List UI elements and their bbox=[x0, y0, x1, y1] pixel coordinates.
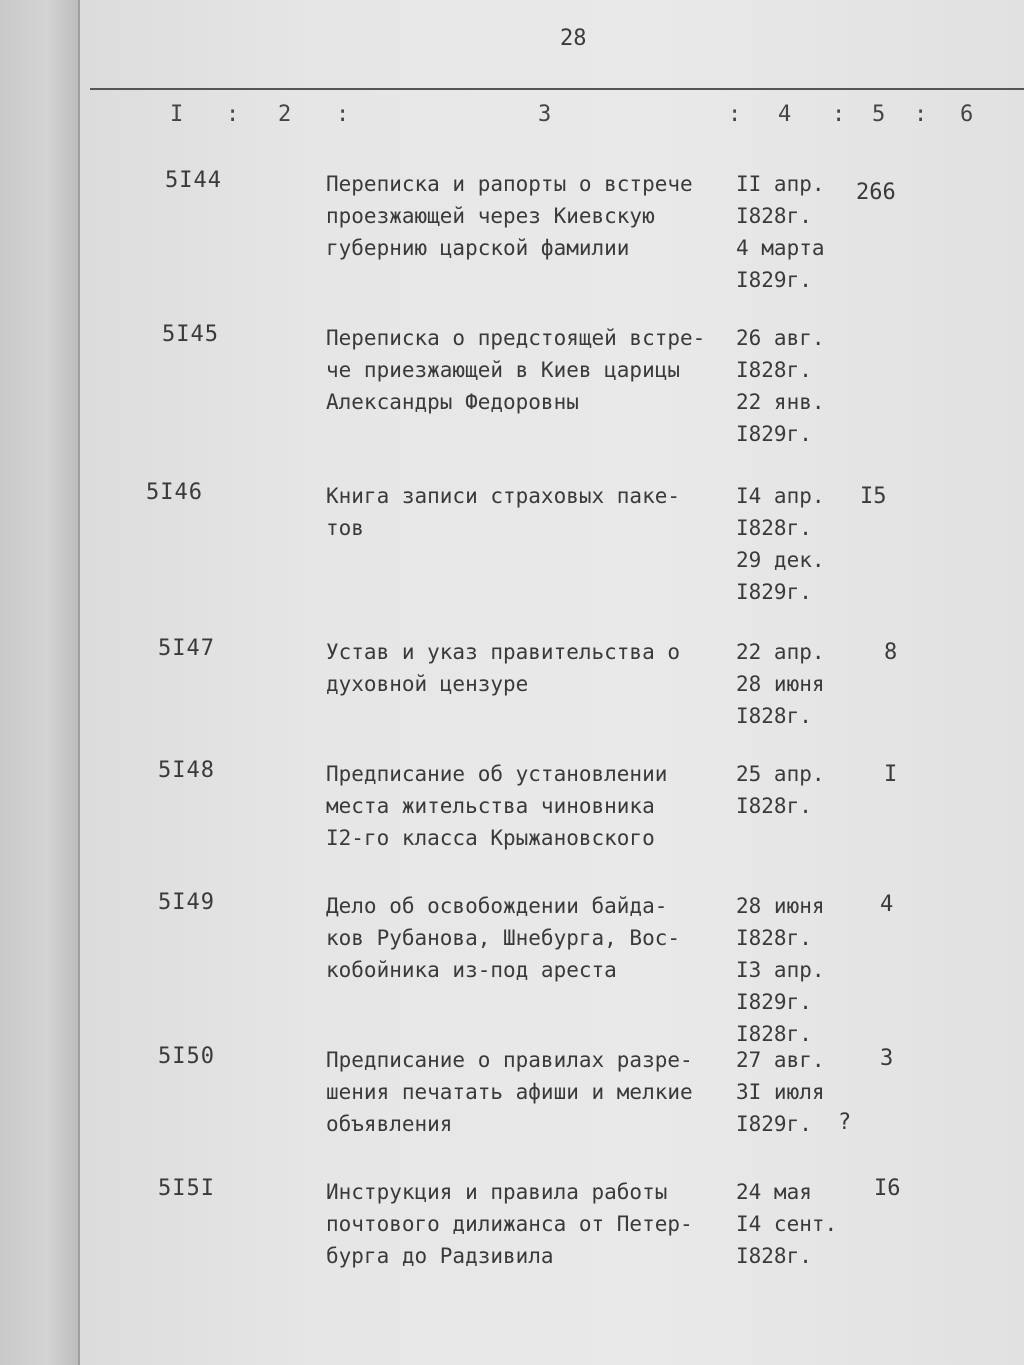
page-number: 28 bbox=[560, 26, 587, 51]
entry-sheet-count: I bbox=[884, 762, 898, 787]
entry-sheet-count: 3 bbox=[880, 1046, 894, 1071]
entry-title: Устав и указ правительства о духовной цензуре bbox=[326, 640, 681, 696]
entry-dates: 28 июня I828г. I3 апр. I829г. I828г. bbox=[736, 894, 825, 1046]
header-col-1: I bbox=[170, 102, 184, 127]
entry-sheet-count: 266 bbox=[856, 180, 896, 205]
entry-dates: 25 апр. I828г. bbox=[736, 762, 825, 818]
header-col-5: 5 bbox=[872, 102, 886, 127]
header-separator: : bbox=[832, 102, 846, 127]
entry-title: Переписка и рапорты о встрече проезжающей через Киевскую губернию царской фамилии bbox=[326, 172, 693, 260]
entry-title: Инструкция и правила работы почтового дилижанса от Петер- бурга до Радзивила bbox=[326, 1180, 693, 1268]
entry-number: 5I47 bbox=[158, 636, 215, 661]
header-separator: : bbox=[336, 102, 350, 127]
entry-dates: 24 мая I4 сент. I828г. bbox=[736, 1180, 838, 1268]
question-mark-annotation: ? bbox=[838, 1110, 852, 1135]
header-col-2: 2 bbox=[278, 102, 292, 127]
entry-dates: I4 апр. I828г. 29 дек. I829г. bbox=[736, 484, 825, 604]
entry-sheet-count: I5 bbox=[860, 484, 887, 509]
entry-dates: 26 авг. I828г. 22 янв. I829г. bbox=[736, 326, 825, 446]
entry-number: 5I50 bbox=[158, 1044, 215, 1069]
entry-sheet-count: 4 bbox=[880, 892, 894, 917]
entry-number: 5I49 bbox=[158, 890, 215, 915]
header-separator: : bbox=[914, 102, 928, 127]
header-col-4: 4 bbox=[778, 102, 792, 127]
header-col-3: 3 bbox=[538, 102, 552, 127]
entry-title: Книга записи страховых паке- тов bbox=[326, 484, 681, 540]
entry-number: 5I46 bbox=[146, 480, 203, 505]
entry-number: 5I48 bbox=[158, 758, 215, 783]
entry-number: 5I45 bbox=[162, 322, 219, 347]
entry-number: 5I44 bbox=[165, 168, 222, 193]
entry-title: Предписание о правилах разре- шения печатать афиши и мелкие объявления bbox=[326, 1048, 693, 1136]
entry-sheet-count: I6 bbox=[874, 1176, 901, 1201]
header-col-6: 6 bbox=[960, 102, 974, 127]
entry-sheet-count: 8 bbox=[884, 640, 898, 665]
entry-dates: II апр. I828г. 4 марта I829г. bbox=[736, 172, 825, 292]
entry-title: Предписание об установлении места жительства чиновника I2-го класса Крыжановского bbox=[326, 762, 668, 850]
entry-number: 5I5I bbox=[158, 1176, 215, 1201]
entry-title: Дело об освобождении байда- ков Рубанова, Шнебурга, Вос- кобойника из-под ареста bbox=[326, 894, 681, 982]
entry-title: Переписка о предстоящей встре- че приезжающей в Киев царицы Александры Федоровны bbox=[326, 326, 706, 414]
entry-dates: 27 авг. 3I июля I829г. bbox=[736, 1048, 825, 1136]
header-separator: : bbox=[226, 102, 240, 127]
entry-dates: 22 апр. 28 июня I828г. bbox=[736, 640, 825, 728]
header-separator: : bbox=[728, 102, 742, 127]
